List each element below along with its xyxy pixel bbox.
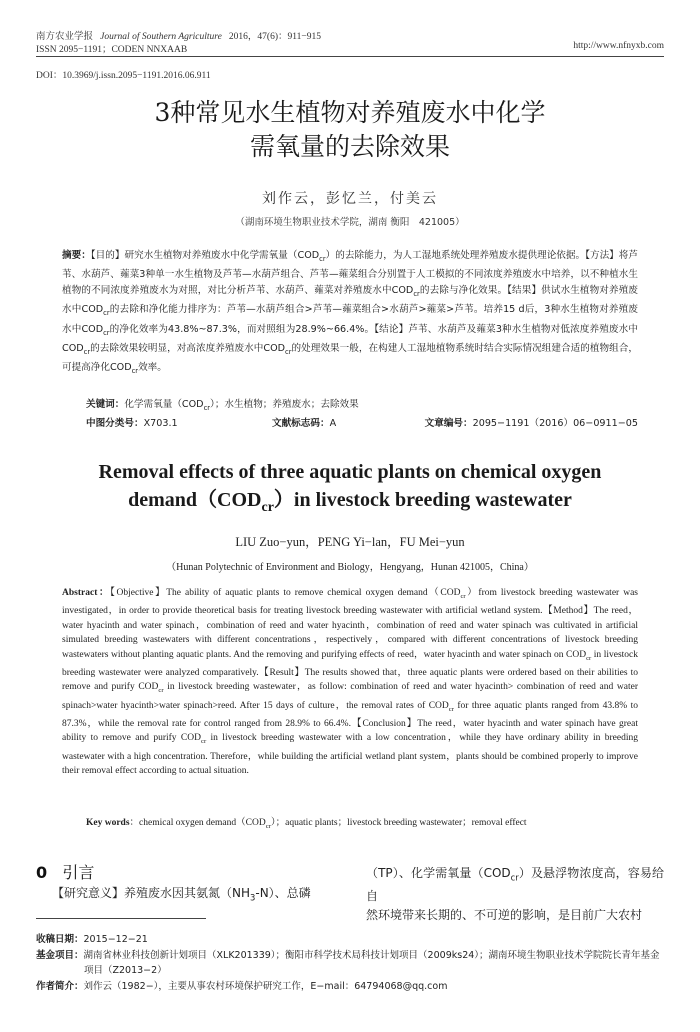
- cn-authors: 刘作云，彭忆兰，付美云: [262, 191, 438, 207]
- footnote-received: 收稿日期：2015−12−21: [36, 934, 148, 945]
- cn-doc-code: 文献标志码：A: [272, 418, 337, 429]
- section-title: 引言: [62, 863, 95, 882]
- en-title-line2: $demand(COD_{cr})in$ livestock breeding wastewater: [128, 489, 572, 515]
- en-authors: LIU Zuo−yun，PENG Yi−lan，FU Mei−yun: [235, 535, 465, 549]
- footnote-rule: [36, 918, 206, 919]
- journal-issue: 2016，47(6)：911−915: [228, 32, 322, 42]
- section-number: 0: [36, 863, 48, 882]
- cn-abstract-label: 摘要：: [62, 250, 91, 261]
- footnote-author: 作者简介：刘作云（1982−），主要从事农村环境保护研究工作，E−mail：64794068@qq.com: [36, 981, 448, 992]
- cn-clc: 中图分类号：X703.1: [86, 418, 178, 429]
- body-right-column: [366, 864, 664, 925]
- journal-name-en: Journal of Southern Agriculture: [100, 32, 222, 42]
- en-keywords: Key words：chemical oxygen $demand(COD_{cr})$；aquatic plants；livestock breeding wastewater；removal effect: [86, 818, 527, 830]
- cn-article-number: 文章编号：2095−1191（2016）06−0911−05: [424, 418, 638, 429]
- footnote-fund: 基金项目：湖南省林业科技创新计划项目（XLK201339）；衡阳市科学技术局科技计划项目（2009ks24）；湖南环境生物职业技术学院院长青年基金项目（Z2013−2）: [36, 950, 660, 976]
- journal-name-cn: 南方农业学报: [36, 32, 94, 42]
- journal-issn: ISSN 2095−1191；CODEN NNXAAB: [36, 45, 188, 55]
- en-keywords-label: Key words: [86, 818, 130, 828]
- journal-header-line: [36, 28, 321, 42]
- body-right-line2: 然环境带来长期的、不可逆的影响，是目前广大农村: [366, 908, 643, 923]
- cn-title-line1: 3种常见水生植物对养殖废水中化学: [154, 98, 546, 127]
- en-title-line1: Removal effects of three aquatic plants on chemical oxygen: [98, 461, 602, 483]
- header-rule: [36, 56, 664, 57]
- cn-title-line2: 需氧量的去除效果: [249, 132, 450, 161]
- section-heading: [36, 860, 94, 883]
- cn-abstract: 摘要：【目的】研究水生植物对养殖废水中化学需氧量$(COD_{cr})$的去除能力，为人工湿地系统处理养殖废水提供理论依据。【方法】将芦苇、水葫芦、蕹菜3种单一水生植物及芦苇—水葫芦组合、芦苇—蕹菜组合分别置于人工模拟的不同浓度养殖废水中培养，以不种植水生植物的不同浓度养殖废水为对照，对比分析芦苇、水葫芦、蕹菜对养殖废水中$COD_{cr}$的去除与净化效果。【结果】供试水生植物对养殖废水中$COD_{cr}$的去除和净化能力排序为：芦苇—水葫芦组合>芦苇—蕹菜组合>水葫芦>蕹菜>芦苇。培养15 d后，3种水生植物对养殖废水中$COD_{cr}$的净化效率为43.8%~87.3%，而对照组为28.9%~66.4%。【结论】芦苇、水葫芦及蕹菜3种水生植物对低浓度养殖废水中$COD_{cr}$的去除效果较明显，对高浓度养殖废水中$COD_{cr}$的处理效果一般，在构建人工湿地植物系统时结合实际情况组建合适的植物组合，可提高净化$COD_{cr}$效率。: [62, 250, 639, 375]
- journal-url[interactable]: http://www.nfnyxb.com: [573, 41, 664, 51]
- cn-keywords: 关键词：化学需氧量$(COD_{cr})$；水生植物；养殖废水；去除效果: [86, 399, 359, 412]
- en-abstract: Abstract：【Objective】The ability of aquatic plants to remove chemical oxygen $demand(COD_{cr})from$ livestock breeding wastewater was investigated，in order to provide theoretical basis for treating livestock breeding wastewater with artificial wetland system.【Method】The reed，water hyacinth and water spinach，combination of reed and water hyacinth，combination of reed and water spinach was cultivated in artificial simulated breeding wastewaters with different concentrations，respectively，compared with different concentrations of livestock breeding wastewaters without planting aquatic plants. And the removing and purifying effects of reed，water hyacinth and water spinach on $COD_{cr}$ in livestock breeding wastewater were analyzed comparatively.【Result】The results showed that，three aquatic plants were ordered based on their abilities to remove and purify $COD_{cr}$ in livestock breeding wastewater，as follow: combination of reed and water hyacinth> combination of reed and water spinach>water hyacinth>water spinach>reed. After 15 days of culture，the removal rates of $COD_{cr}$ for three aquatic plants ranged from 43.8% to 87.3%，while the removal rate for control ranged from 28.9% to 66.4%.【Conclusion】The reed，water hyacinth and water spinach have great ability to remove and purify $COD_{cr}$ in livestock breeding wastewater with a low concentration，while they have ordinary ability in breeding wastewater with a high concentration. Therefore，while building the artificial wetland plant system，plants should be combined properly to improve their removal effect according to actual situation.: [62, 588, 639, 776]
- en-affiliation: （Hunan Polytechnic of Environment and Biology，Hengyang，Hunan 421005，China）: [166, 562, 534, 573]
- cn-affiliation: （湖南环境生物职业技术学院，湖南 衡阳 421005）: [235, 217, 465, 228]
- body-left-column: 【研究意义】养殖废水因其氨氮$(NH_3-N)$、总磷: [52, 886, 311, 903]
- doi: DOI：10.3969/j.issn.2095−1191.2016.06.911: [36, 71, 211, 81]
- cn-keywords-label: 关键词：: [86, 399, 125, 410]
- body-right-line1: （TP）、化学需氧量$(COD_{cr})$及悬浮物浓度高，容易给自: [366, 866, 664, 904]
- en-abstract-label: Abstract：: [62, 588, 111, 598]
